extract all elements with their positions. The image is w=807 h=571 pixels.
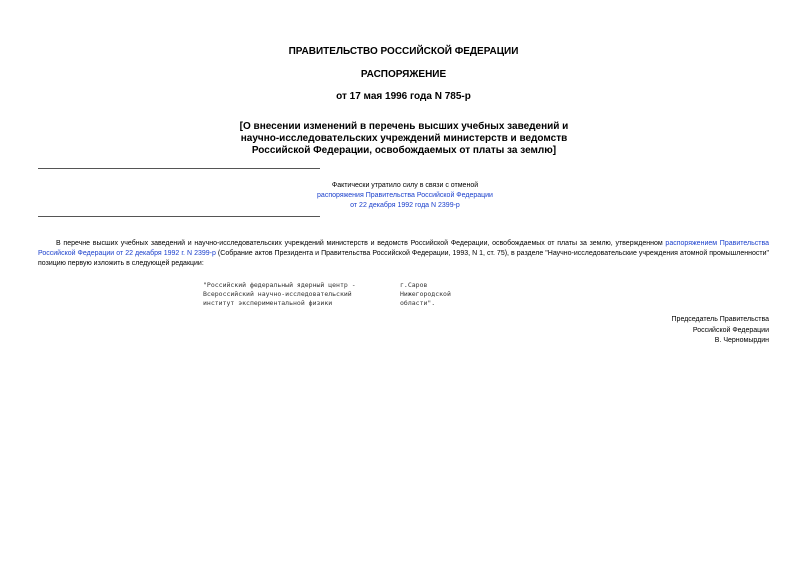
body-link[interactable]: распоряжением Правительства Российской Федерации от 22 декабря 1992 г. N 2399-р — [38, 240, 769, 257]
status-text: Фактически утратило силу в связи с отменой — [331, 182, 479, 189]
status-note — [290, 181, 520, 211]
signature-title: Российской Федерации — [692, 326, 769, 334]
amendment-line: институт экспериментальной физики — [203, 299, 333, 307]
document-date: от 17 мая 1996 года N 785-р — [336, 91, 471, 102]
divider-bottom — [38, 216, 320, 217]
status-link-line[interactable]: от 22 декабря 1992 года N 2399-р — [350, 202, 460, 209]
body-text-part: В перечне высших учебных заведений и научно-исследовательских учреждений министерств и ведомств Российской Федерации, освобождаемых от платы за землю, утвержденном — [56, 240, 666, 247]
amendment-location — [400, 281, 451, 308]
body-text-part: (Собрание актов Президента и Правительства Российской Федерации, 1993, N 1, ст. 75), в разделе "Научно-исследовательские учреждения атомной промышленности" позицию первую изложить в следующей редакции: — [38, 250, 769, 267]
government-title: ПРАВИТЕЛЬСТВО РОССИЙСКОЙ ФЕДЕРАЦИИ — [288, 46, 519, 57]
subject-line: [О внесении изменений в перечень высших учебных заведений и — [239, 121, 569, 132]
signatory-name: В. Черномырдин — [714, 337, 769, 344]
divider-top — [38, 168, 320, 169]
amendment-institution — [203, 281, 356, 308]
amendment-line: г.Саров — [400, 281, 428, 289]
document-subject — [200, 121, 608, 157]
signature-title: Председатель Правительства — [671, 316, 769, 323]
subject-line: Российской Федерации, освобождаемых от платы за землю] — [251, 145, 557, 156]
amendment-line: Всероссийский научно-исследовательский — [203, 290, 352, 298]
body-paragraph — [38, 239, 769, 269]
amendment-line: Нижегородской — [400, 290, 451, 298]
signature-block — [672, 315, 769, 347]
document-type: РАСПОРЯЖЕНИЕ — [360, 69, 447, 80]
amendment-line: области". — [400, 299, 436, 307]
status-link-line[interactable]: распоряжения Правительства Российской Федерации — [317, 192, 493, 199]
subject-line: научно-исследовательских учреждений министерств и ведомств — [240, 133, 568, 144]
amendment-line: "Российский федеральный ядерный центр - — [203, 281, 356, 289]
